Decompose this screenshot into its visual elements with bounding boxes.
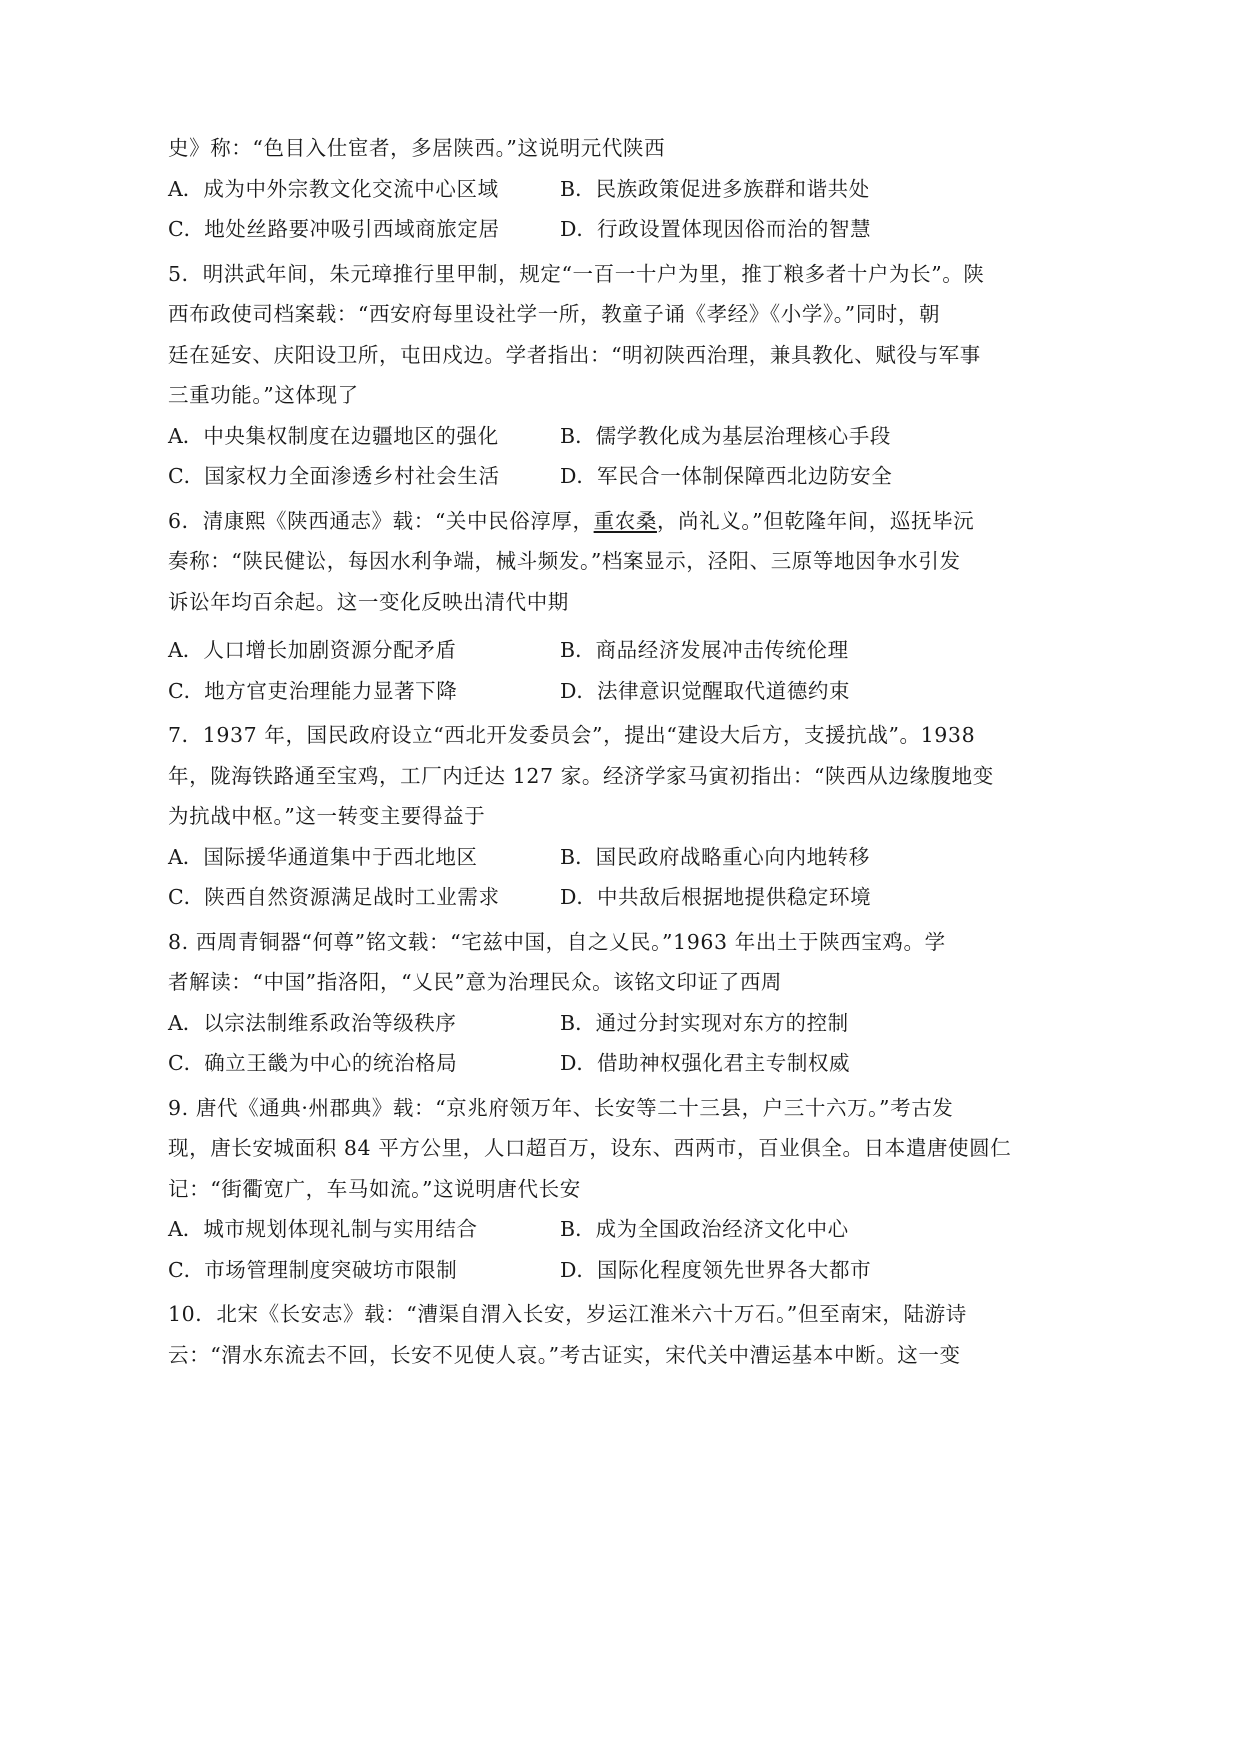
question-6 xyxy=(168,501,975,712)
option-text: 通过分封实现对东方的控制 xyxy=(595,1010,849,1035)
option-text: 民族政策促进多族群和谐共处 xyxy=(595,176,870,201)
option-d[interactable] xyxy=(560,1250,871,1291)
question-stem-line: 8. 西周青铜器“何尊”铭文载：“宅兹中国，自之乂民。”1963 年出土于陕西宝鸡。学 xyxy=(168,929,946,954)
option-text: 国际援华通道集中于西北地区 xyxy=(203,844,478,869)
option-b[interactable] xyxy=(560,1209,849,1250)
option-letter: C． xyxy=(168,885,205,909)
option-letter: C． xyxy=(168,464,205,488)
option-letter: D． xyxy=(560,885,597,909)
question-stem-line: 现，唐长安城面积 84 平方公里，人口超百万，设东、西两市，百业俱全。日本遣唐使圆仁 xyxy=(168,1136,1012,1160)
option-c[interactable] xyxy=(168,877,500,918)
option-c[interactable] xyxy=(168,1250,457,1291)
option-text: 法律意识觉醒取代道德约束 xyxy=(596,678,851,703)
option-text: 商品经济发展冲击传统伦理 xyxy=(595,638,849,662)
option-row xyxy=(168,1003,968,1044)
question-stem-line: 为抗战中枢。”这一转变主要得益于 xyxy=(168,804,486,828)
option-text: 成为全国政治经济文化中心 xyxy=(595,1217,849,1241)
question-7 xyxy=(168,715,994,918)
option-letter: B． xyxy=(560,176,596,201)
option-text: 军民合一体制保障西北边防安全 xyxy=(596,464,893,488)
option-letter: B． xyxy=(560,1217,596,1241)
question-stem-line: 史》称：“色目入仕宦者，多居陕西。”这说明元代陕西 xyxy=(168,136,666,160)
question-stem-line: 者解读：“中国”指洛阳，“乂民”意为治理民众。该铭文印证了西周 xyxy=(168,970,783,994)
option-letter: B． xyxy=(560,638,596,662)
option-a[interactable] xyxy=(168,837,478,878)
option-text: 国家权力全面渗透乡村社会生活 xyxy=(204,464,500,488)
option-letter: D． xyxy=(560,678,597,703)
question-stem-line: 诉讼年均百余起。这一变化反映出清代中期 xyxy=(168,589,569,614)
option-row xyxy=(168,1209,968,1250)
option-row xyxy=(168,877,968,918)
option-letter: D． xyxy=(560,217,597,241)
option-text: 国民政府战略重心向内地转移 xyxy=(595,844,870,869)
option-row xyxy=(168,416,968,457)
question-stem-line: 廷在延安、庆阳设卫所，屯田戍边。学者指出：“明初陕西治理，兼具教化、赋役与军事 xyxy=(168,342,981,367)
option-b[interactable] xyxy=(560,1003,849,1044)
option-row xyxy=(168,209,968,250)
option-row xyxy=(168,837,968,878)
option-row xyxy=(168,630,968,671)
option-letter: C． xyxy=(168,217,205,241)
option-text: 国际化程度领先世界各大都市 xyxy=(596,1257,872,1282)
option-letter: B． xyxy=(560,423,596,448)
question-stem-line: 奏称：“陕民健讼，每因水利争端，械斗频发。”档案显示，泾阳、三原等地因争水引发 xyxy=(168,549,961,573)
option-text: 城市规划体现礼制与实用结合 xyxy=(203,1217,478,1241)
underlined-term: 重农桑 xyxy=(593,508,657,533)
option-letter: B． xyxy=(560,1010,596,1035)
option-text: 地方官吏治理能力显著下降 xyxy=(204,678,458,703)
option-d[interactable] xyxy=(560,456,892,497)
option-d[interactable] xyxy=(560,209,871,250)
option-text: 市场管理制度突破坊市限制 xyxy=(204,1257,458,1282)
option-text: 中央集权制度在边疆地区的强化 xyxy=(203,423,499,448)
option-text: 人口增长加剧资源分配矛盾 xyxy=(203,638,457,662)
question-5 xyxy=(168,254,985,497)
question-stem-line: 5．明洪武年间，朱元璋推行里甲制，规定“一百一十户为里，推丁粮多者十户为长”。陕 xyxy=(168,261,985,286)
question-stem-line: 10．北宋《长安志》载：“漕渠自渭入长安，岁运江淮米六十万石。”但至南宋，陆游诗 xyxy=(168,1302,967,1326)
option-letter: C． xyxy=(168,1257,205,1282)
exam-content-column xyxy=(168,128,1012,1379)
option-text: 成为中外宗教文化交流中心区域 xyxy=(203,176,499,201)
option-a[interactable] xyxy=(168,416,499,457)
option-text: 中共敌后根据地提供稳定环境 xyxy=(596,885,872,909)
question-stem-line: 7．1937 年，国民政府设立“西北开发委员会”，提出“建设大后方，支援抗战”。1938 xyxy=(168,723,976,747)
option-c[interactable] xyxy=(168,671,457,712)
stem-part-after: ，尚礼义。”但乾隆年间，巡抚毕沅 xyxy=(656,508,975,533)
option-letter: C． xyxy=(168,1051,205,1075)
question-stem-line: 三重功能。”这体现了 xyxy=(168,383,359,407)
option-text: 借助神权强化君主专制权威 xyxy=(596,1051,851,1075)
option-a[interactable] xyxy=(168,169,499,210)
option-text: 儒学教化成为基层治理核心手段 xyxy=(595,423,891,448)
option-a[interactable] xyxy=(168,630,457,671)
option-c[interactable] xyxy=(168,1043,457,1084)
option-b[interactable] xyxy=(560,169,870,210)
option-d[interactable] xyxy=(560,877,871,918)
option-row xyxy=(168,1250,968,1291)
question-stem-line: 9. 唐代《通典·州郡典》载：“京兆府领万年、长安等二十三县，户三十六万。”考古发 xyxy=(168,1095,954,1120)
option-c[interactable] xyxy=(168,209,500,250)
option-d[interactable] xyxy=(560,671,850,712)
option-letter: D． xyxy=(560,1051,597,1075)
option-row xyxy=(168,456,968,497)
spacer xyxy=(168,622,968,630)
option-text: 行政设置体现因俗而治的智慧 xyxy=(596,217,872,241)
option-row xyxy=(168,671,968,712)
option-letter: A． xyxy=(168,423,204,448)
option-letter: D． xyxy=(560,464,597,488)
question-stem-line: 年，陇海铁路通至宝鸡，工厂内迁达 127 家。经济学家马寅初指出：“陕西从边缘腹地变 xyxy=(168,763,994,788)
option-row xyxy=(168,169,968,210)
option-row xyxy=(168,1043,968,1084)
question-stem-line: 西布政使司档案载：“西安府每里设社学一所，教童子诵《孝经》《小学》。”同时，朝 xyxy=(168,302,941,326)
question-stem-line: 云：“渭水东流去不回，长安不见使人哀。”考古证实，宋代关中漕运基本中断。这一变 xyxy=(168,1342,961,1367)
option-text: 确立王畿为中心的统治格局 xyxy=(204,1051,458,1075)
option-b[interactable] xyxy=(560,837,870,878)
option-letter: A． xyxy=(168,1010,204,1035)
question-10 xyxy=(168,1294,968,1375)
option-b[interactable] xyxy=(560,416,891,457)
option-letter: A． xyxy=(168,176,204,201)
option-letter: C． xyxy=(168,678,205,703)
option-text: 陕西自然资源满足战时工业需求 xyxy=(204,885,500,909)
question-stem-line: 记：“街衢宽广，车马如流。”这说明唐代长安 xyxy=(168,1176,581,1201)
question-stem-line xyxy=(168,501,975,542)
option-c[interactable] xyxy=(168,456,500,497)
option-letter: A． xyxy=(168,638,204,662)
option-letter: A． xyxy=(168,844,204,869)
question-8 xyxy=(168,922,968,1084)
option-text: 以宗法制维系政治等级秩序 xyxy=(203,1010,457,1035)
option-d[interactable] xyxy=(560,1043,850,1084)
option-text: 地处丝路要冲吸引西域商旅定居 xyxy=(204,217,500,241)
option-letter: D． xyxy=(560,1257,597,1282)
option-b[interactable] xyxy=(560,630,849,671)
option-a[interactable] xyxy=(168,1003,457,1044)
stem-part-before: 6．清康熙《陕西通志》载：“关中民俗淳厚， xyxy=(168,508,594,533)
option-letter: A． xyxy=(168,1217,204,1241)
option-letter: B． xyxy=(560,844,596,869)
question-4-tail xyxy=(168,128,968,250)
option-a[interactable] xyxy=(168,1209,478,1250)
question-9 xyxy=(168,1088,1012,1291)
